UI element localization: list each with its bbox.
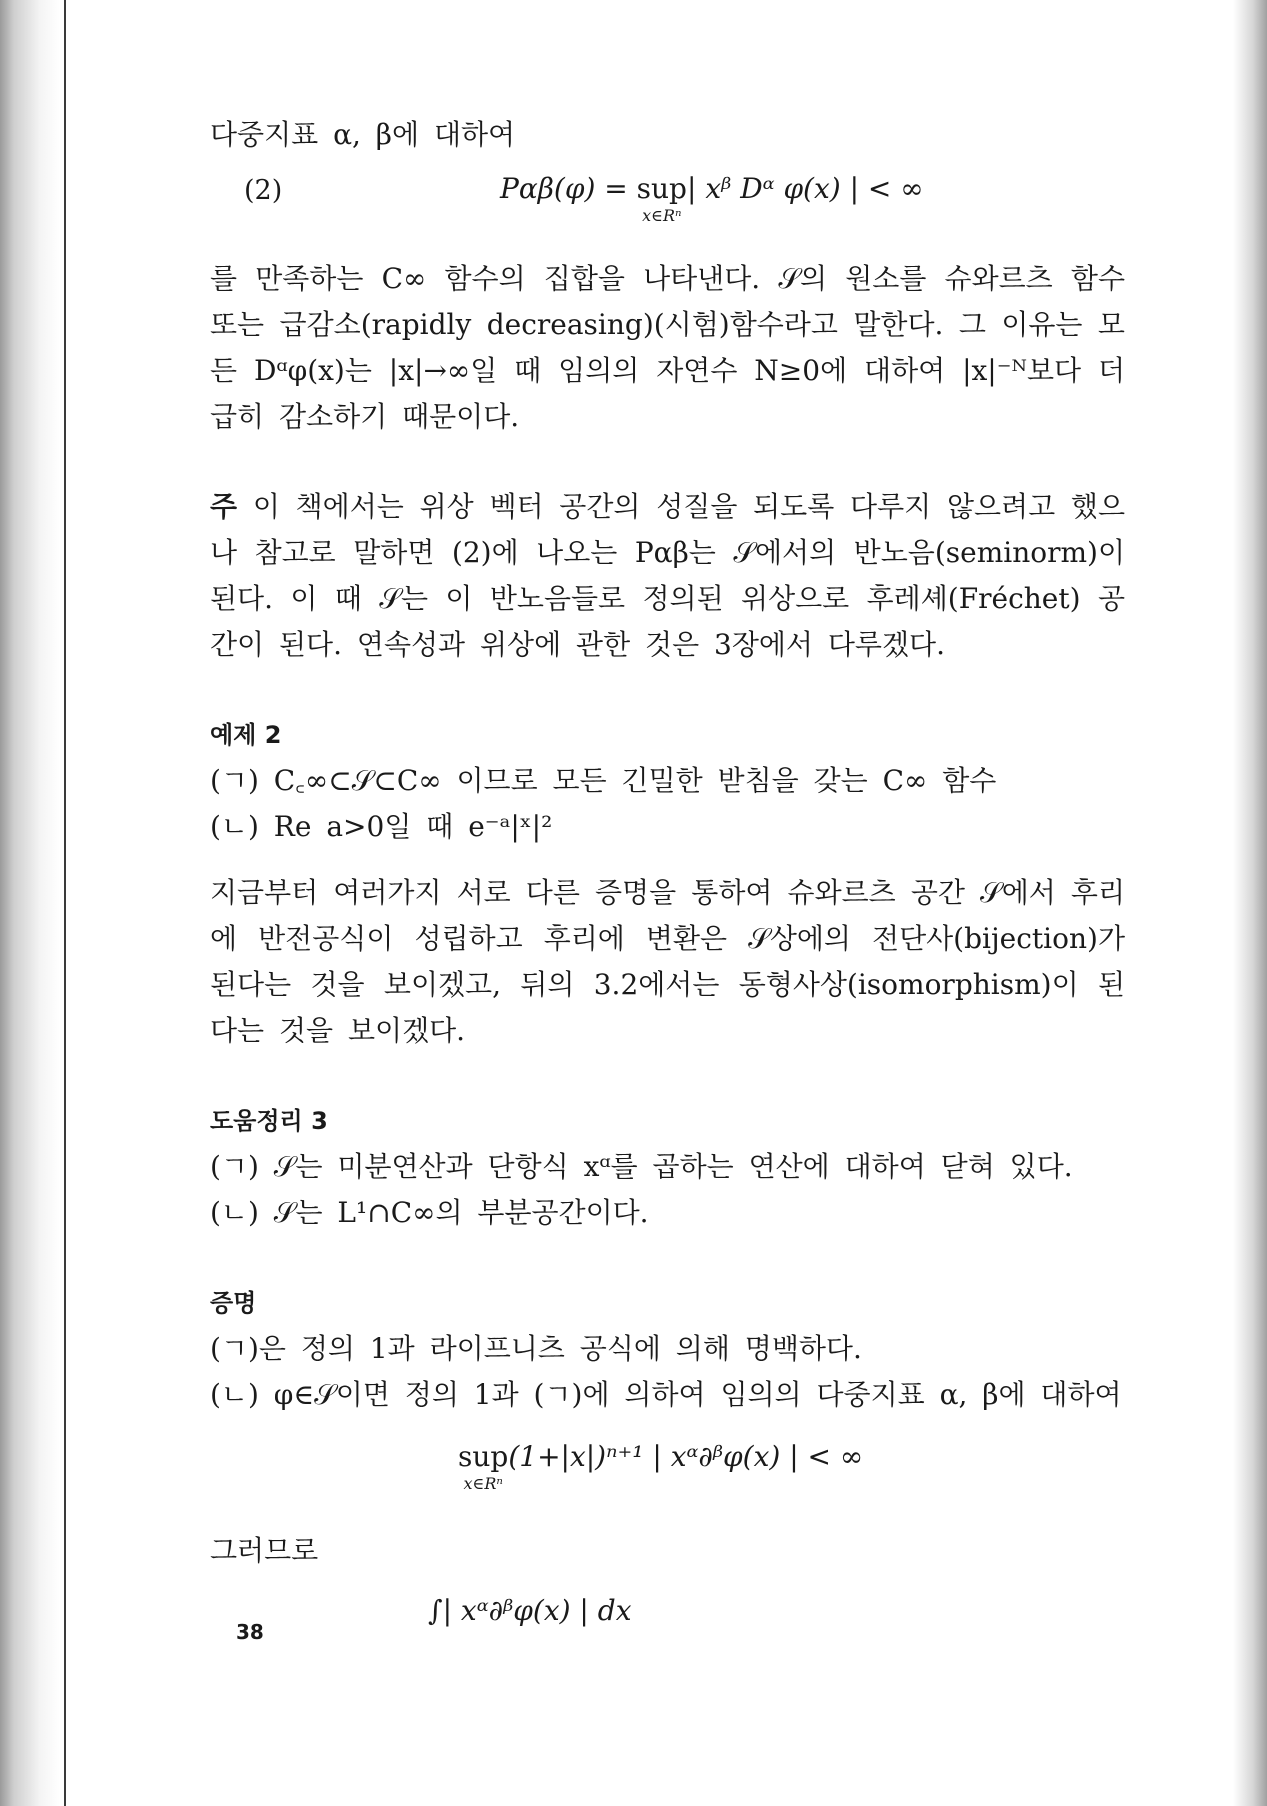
- sup-subscript: x∈Rⁿ: [642, 206, 682, 225]
- lemma-item-b: (ㄴ) 𝒮는 L¹∩C∞의 부분공간이다.: [210, 1196, 649, 1229]
- note-text: 이 책에서는 위상 벡터 공간의 성질을 되도록 다루지 않으려고 했으나 참고로 말하면 (2)에 나오는 Pαβ는 𝒮에서의 반노음(seminorm)이 된다. 이 때 𝒮는 이 반노음들로 정의된 위상으로 후레셰(Fréchet) 공간이 된다. 연속성과 위상에 관한 것은 3장에서 다루겠다.: [210, 490, 1125, 661]
- equation-body: [500, 166, 924, 224]
- equation-rhs: | xᵝ Dᵅ φ(x) | < ∞: [686, 172, 924, 205]
- equation-lhs: Pαβ(φ) =: [500, 172, 637, 205]
- page-number: 38: [236, 1620, 264, 1644]
- page-edge-line: [64, 0, 66, 1806]
- sup-label: sup: [636, 172, 687, 205]
- integral-expression: ∫| xᵅ∂ᵝφ(x) | dx: [428, 1594, 632, 1627]
- note-paragraph: [210, 484, 1125, 668]
- example-heading: 예제 2: [210, 721, 282, 749]
- proof-item-a: (ㄱ)은 정의 1과 라이프니츠 공식에 의해 명백하다.: [210, 1332, 862, 1365]
- note-label: 주: [210, 490, 238, 523]
- therefore-line: 그러므로: [210, 1534, 319, 1567]
- lemma-heading: 도움정리 3: [210, 1107, 328, 1135]
- equation-number: (2): [244, 175, 283, 206]
- proof-heading: 증명: [210, 1289, 257, 1317]
- paragraph-fourier-inversion: 지금부터 여러가지 서로 다른 증명을 통하여 슈와르츠 공간 𝒮에서 후리에 반전공식이 성립하고 후리에 변환은 𝒮상에의 전단사(bijection)가 된다는 것을 보이겠고, 뒤의 3.2에서는 동형사상(isomorphism)이 된다는 것을 보이겠다.: [210, 876, 1125, 1047]
- proof-sup-label: sup: [458, 1440, 509, 1473]
- page-binding-shadow: [0, 0, 60, 1806]
- equation-2: [210, 166, 1125, 240]
- example-item-a: (ㄱ) C꜀∞⊂𝒮⊂C∞ 이므로 모든 긴밀한 받침을 갖는 C∞ 함수: [210, 764, 997, 797]
- proof-sup-operator: [458, 1434, 508, 1492]
- lemma-item-a: (ㄱ) 𝒮는 미분연산과 단항식 xᵅ를 곱하는 연산에 대하여 닫혀 있다.: [210, 1150, 1073, 1183]
- example-item-b: (ㄴ) Re a>0일 때 e⁻ᵃ|ˣ|²: [210, 810, 553, 843]
- proof-equation-body: (1+|x|)ⁿ⁺¹ | xᵅ∂ᵝφ(x) | < ∞: [508, 1440, 864, 1473]
- proof-equation: [210, 1434, 1125, 1504]
- proof-item-b: (ㄴ) φ∈𝒮이면 정의 1과 (ㄱ)에 의하여 임의의 다중지표 α, β에 대하여: [210, 1378, 1122, 1411]
- page-right-shadow: [1233, 0, 1267, 1806]
- proof-sup-subscript: x∈Rⁿ: [463, 1474, 503, 1493]
- sup-operator: [637, 166, 687, 224]
- page-content: [210, 112, 1125, 1658]
- paragraph-schwartz-definition: 를 만족하는 C∞ 함수의 집합을 나타낸다. 𝒮의 원소를 슈와르츠 함수 또는 급감소(rapidly decreasing)(시험)함수라고 말한다. 그 이유는 모든 Dᵅφ(x)는 |x|→∞일 때 임의의 자연수 N≥0에 대하여 |x|⁻ᴺ보다 더 급히 감소하기 때문이다.: [210, 262, 1125, 433]
- intro-line: 다중지표 α, β에 대하여: [210, 118, 516, 151]
